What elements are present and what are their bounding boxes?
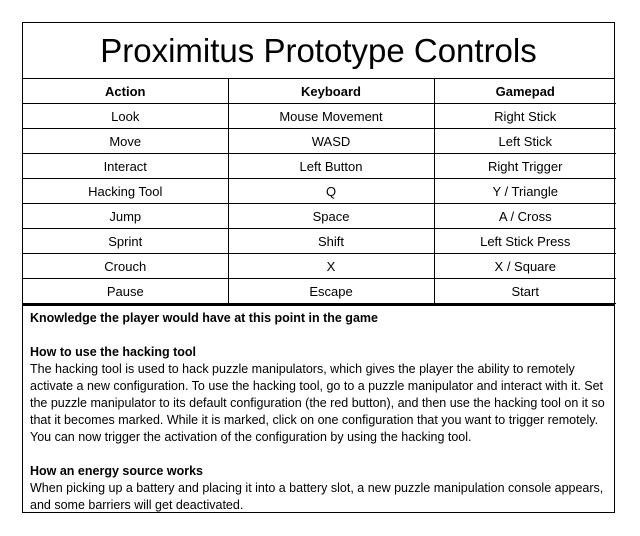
action-cell: Hacking Tool — [23, 179, 228, 204]
gamepad-cell: A / Cross — [434, 204, 616, 229]
table-header-row — [23, 79, 616, 104]
keyboard-cell: Shift — [228, 229, 434, 254]
notes-section — [23, 304, 614, 514]
page-title: Proximitus Prototype Controls — [23, 23, 614, 79]
keyboard-cell: Escape — [228, 279, 434, 304]
action-cell: Sprint — [23, 229, 228, 254]
energy-source-text: When picking up a battery and placing it into a battery slot, a new puzzle manipulation console appears, and some barriers will get deactivated. — [30, 481, 604, 512]
action-cell: Pause — [23, 279, 228, 304]
header-keyboard: Keyboard — [228, 79, 434, 104]
gamepad-cell: Right Stick — [434, 104, 616, 129]
controls-document — [22, 22, 615, 513]
controls-table — [23, 79, 616, 304]
table-row — [23, 279, 616, 304]
table-row — [23, 204, 616, 229]
gamepad-cell: Y / Triangle — [434, 179, 616, 204]
header-action: Action — [23, 79, 228, 104]
hacking-tool-text: The hacking tool is used to hack puzzle manipulators, which gives the player the ability to remotely activate a new configuration. To use the hacking tool, go to a puzzle manipulator and interact with it. Set the puzzle manipulator to its default configuration (the red button), and then use the hacking tool on it so that it becomes marked. While it is marked, click on one configuration that you want to trigger remotely. You can now trigger the activation of the configuration by using the hacking tool. — [30, 362, 605, 444]
keyboard-cell: WASD — [228, 129, 434, 154]
keyboard-cell: Left Button — [228, 154, 434, 179]
gamepad-cell: Start — [434, 279, 616, 304]
header-gamepad: Gamepad — [434, 79, 616, 104]
action-cell: Crouch — [23, 254, 228, 279]
table-row — [23, 179, 616, 204]
table-row — [23, 129, 616, 154]
hacking-tool-heading: How to use the hacking tool — [30, 345, 196, 359]
action-cell: Jump — [23, 204, 228, 229]
energy-source-heading: How an energy source works — [30, 464, 203, 478]
table-row — [23, 254, 616, 279]
table-row — [23, 104, 616, 129]
gamepad-cell: Right Trigger — [434, 154, 616, 179]
gamepad-cell: X / Square — [434, 254, 616, 279]
table-row — [23, 229, 616, 254]
keyboard-cell: Mouse Movement — [228, 104, 434, 129]
action-cell: Look — [23, 104, 228, 129]
keyboard-cell: Space — [228, 204, 434, 229]
table-row — [23, 154, 616, 179]
gamepad-cell: Left Stick — [434, 129, 616, 154]
gamepad-cell: Left Stick Press — [434, 229, 616, 254]
keyboard-cell: X — [228, 254, 434, 279]
keyboard-cell: Q — [228, 179, 434, 204]
action-cell: Interact — [23, 154, 228, 179]
notes-heading: Knowledge the player would have at this point in the game — [30, 311, 378, 325]
action-cell: Move — [23, 129, 228, 154]
